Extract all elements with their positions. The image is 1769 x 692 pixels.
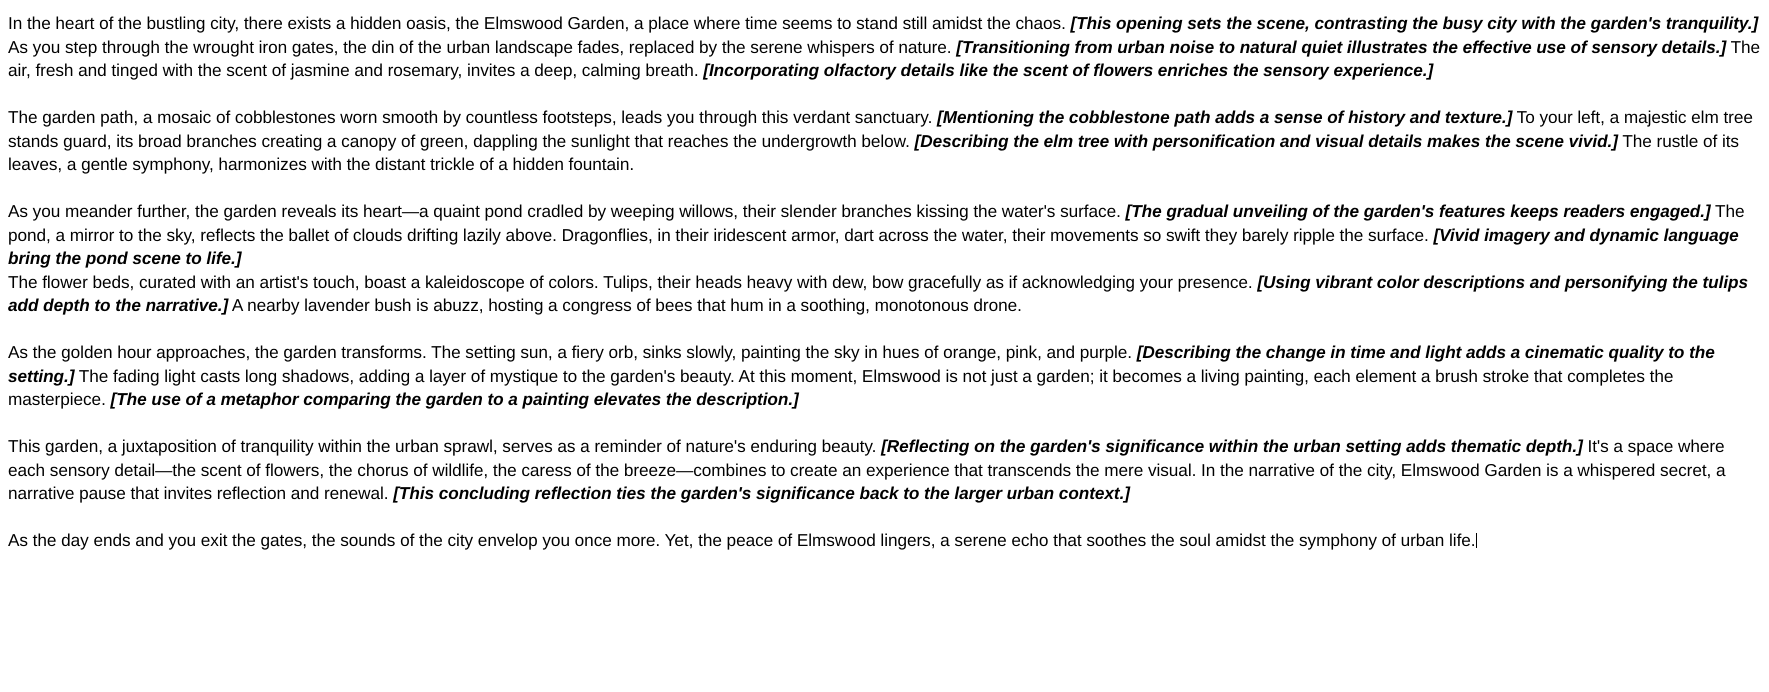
body-text: In the heart of the bustling city, there exists a hidden oasis, the Elmswood Garden, a place where time seems to stand still amidst the chaos. (8, 13, 1071, 33)
editorial-note: [This concluding reflection ties the garden's significance back to the larger urban context.] (393, 483, 1130, 503)
body-text: The garden path, a mosaic of cobblestones worn smooth by countless footsteps, leads you through this verdant sanctuary. (8, 107, 938, 127)
body-text: As you step through the wrought iron gates, the din of the urban landscape fades, replaced by the serene whispers of nature. (8, 36, 957, 57)
body-text: The rustle of its leaves, a gentle symphony, harmonizes with the distant trickle of a hidden fountain. (8, 130, 1739, 174)
editorial-note: [Vivid imagery and dynamic language bring the pond scene to life.] (8, 224, 1739, 268)
editorial-note: [Reflecting on the garden's significance within the urban setting adds thematic depth.] (881, 436, 1583, 456)
paragraph (8, 200, 1761, 318)
body-text: This garden, a juxtaposition of tranquility within the urban sprawl, serves as a reminder of nature's enduring beauty. (8, 436, 882, 456)
body-text: As the golden hour approaches, the garden transforms. The setting sun, a fiery orb, sinks slowly, painting the sky in hues of orange, pink, and purple. (8, 342, 1137, 362)
body-text: As you meander further, the garden reveals its heart—a quaint pond cradled by weeping willows, their slender branches kissing the water's surface. (8, 201, 1126, 221)
paragraph (8, 435, 1761, 506)
body-text: To your left, a majestic elm tree stands guard, its broad branches creating a canopy of green, dappling the sunlight that reaches the undergrowth below. (8, 107, 1753, 151)
editorial-note: [Describing the elm tree with personification and visual details makes the scene vivid.] (914, 130, 1618, 151)
paragraph (8, 529, 1761, 553)
editorial-note: [Transitioning from urban noise to natural quiet illustrates the effective use of sensory details.] (956, 36, 1727, 57)
text-caret (1476, 533, 1477, 548)
body-text: The air, fresh and tinged with the scent of jasmine and rosemary, invites a deep, calming breath. (8, 36, 1761, 80)
editorial-note: [Incorporating olfactory details like the scent of flowers enriches the sensory experience.] (703, 60, 1434, 80)
body-text: The fading light casts long shadows, adding a layer of mystique to the garden's beauty. At this moment, Elmswood is not just a garden; it becomes a living painting, each element a brush stroke that completes the masterpiece. (8, 365, 1674, 409)
body-text: The flower beds, curated with an artist's touch, boast a kaleidoscope of colors. Tulips, their heads heavy with dew, bow gracefully as if acknowledging your presence. (8, 271, 1258, 292)
body-text: A nearby lavender bush is abuzz, hosting a congress of bees that hum in a soothing, monotonous drone. (228, 295, 1022, 315)
paragraph (8, 12, 1761, 83)
editorial-note: [Using vibrant color descriptions and personifying the tulips add depth to the narrative.] (8, 271, 1749, 315)
paragraph (8, 106, 1761, 177)
body-text: As the day ends and you exit the gates, the sounds of the city envelop you once more. Yet, the peace of Elmswood lingers, a serene echo that soothes the soul amidst the symphony of urban life. (8, 530, 1476, 550)
editorial-note: [The gradual unveiling of the garden's features keeps readers engaged.] (1125, 201, 1711, 221)
editorial-note: [Mentioning the cobblestone path adds a sense of history and texture.] (937, 107, 1513, 127)
body-text: It's a space where each sensory detail—the scent of flowers, the chorus of wildlife, the caress of the breeze—combines to create an experience that transcends the mere visual. In the narrative of the city, Elmswood Garden is a whispered secret, a narrative pause that invites reflection and renewal. (8, 436, 1726, 503)
body-text: The pond, a mirror to the sky, reflects the ballet of clouds drifting lazily above. Dragonflies, in their iridescent armor, dart across the water, their movements so swift they barely ripple the surface. (8, 201, 1745, 245)
editorial-note: [Describing the change in time and light adds a cinematic quality to the setting.] (8, 342, 1715, 386)
paragraph (8, 341, 1761, 412)
editorial-note: [The use of a metaphor comparing the garden to a painting elevates the description.] (110, 389, 799, 409)
editorial-note: [This opening sets the scene, contrasting the busy city with the garden's tranquility.] (1070, 13, 1759, 33)
